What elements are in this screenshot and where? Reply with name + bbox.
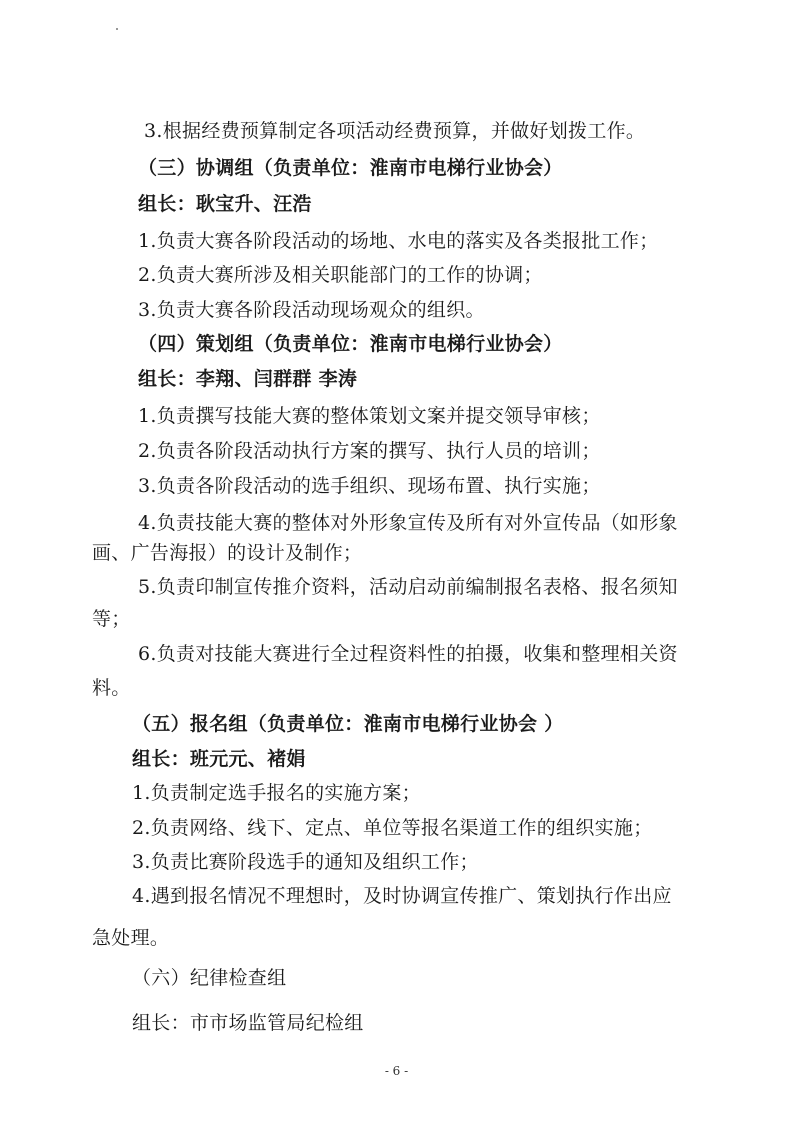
- group-leader-line: 组长：耿宝升、汪浩: [138, 193, 312, 215]
- paragraph-line: 2.负责各阶段活动执行方案的撰写、执行人员的培训；: [138, 440, 601, 462]
- group-leader-line: 组长：李翔、闫群群 李涛: [138, 368, 358, 390]
- paragraph-line: 急处理。: [92, 927, 170, 949]
- paragraph-line: 4.负责技能大赛的整体对外形象宣传及所有对外宣传品（如形象: [138, 512, 678, 534]
- paragraph-line: 4.遇到报名情况不理想时，及时协调宣传推广、策划执行作出应: [132, 885, 672, 907]
- paragraph-line: 6.负责对技能大赛进行全过程资料性的拍摄，收集和整理相关资: [138, 643, 678, 665]
- paragraph-line: 3.负责比赛阶段选手的通知及组织工作；: [132, 851, 479, 873]
- paragraph-line: 3.负责各阶段活动的选手组织、现场布置、执行实施；: [138, 475, 601, 497]
- section-heading: （四）策划组（负责单位：淮南市电梯行业协会）: [138, 333, 563, 355]
- paragraph-line: 5.负责印制宣传推介资料，活动启动前编制报名表格、报名须知: [138, 576, 678, 598]
- paragraph-line: 3.负责大赛各阶段活动现场观众的组织。: [138, 299, 485, 321]
- group-leader-line: 组长：班元元、褚娟: [132, 748, 306, 770]
- group-leader-line: 组长：市市场监管局纪检组: [132, 1012, 364, 1034]
- page-number: - 6 -: [384, 1064, 409, 1078]
- paragraph-line: 1.负责撰写技能大赛的整体策划文案并提交领导审核；: [138, 405, 601, 427]
- paragraph-line: 1.负责大赛各阶段活动的场地、水电的落实及各类报批工作；: [138, 230, 659, 252]
- paragraph-line: 1.负责制定选手报名的实施方案；: [132, 782, 421, 804]
- paragraph-line: 料。: [92, 677, 131, 699]
- paragraph-line: 画、广告海报）的设计及制作；: [92, 542, 363, 564]
- paragraph-line: 3.根据经费预算制定各项活动经费预算，并做好划拨工作。: [144, 120, 646, 142]
- section-heading: （六）纪律检查组: [132, 967, 287, 989]
- paragraph-line: 2.负责网络、线下、定点、单位等报名渠道工作的组织实施；: [132, 817, 653, 839]
- paragraph-line: 2.负责大赛所涉及相关职能部门的工作的协调；: [138, 264, 543, 286]
- section-heading: （五）报名组（负责单位：淮南市电梯行业协会 ）: [132, 713, 564, 735]
- paragraph-line: 等；: [92, 608, 131, 630]
- section-heading: （三）协调组（负责单位：淮南市电梯行业协会）: [138, 157, 563, 179]
- scan-mark: [116, 28, 118, 30]
